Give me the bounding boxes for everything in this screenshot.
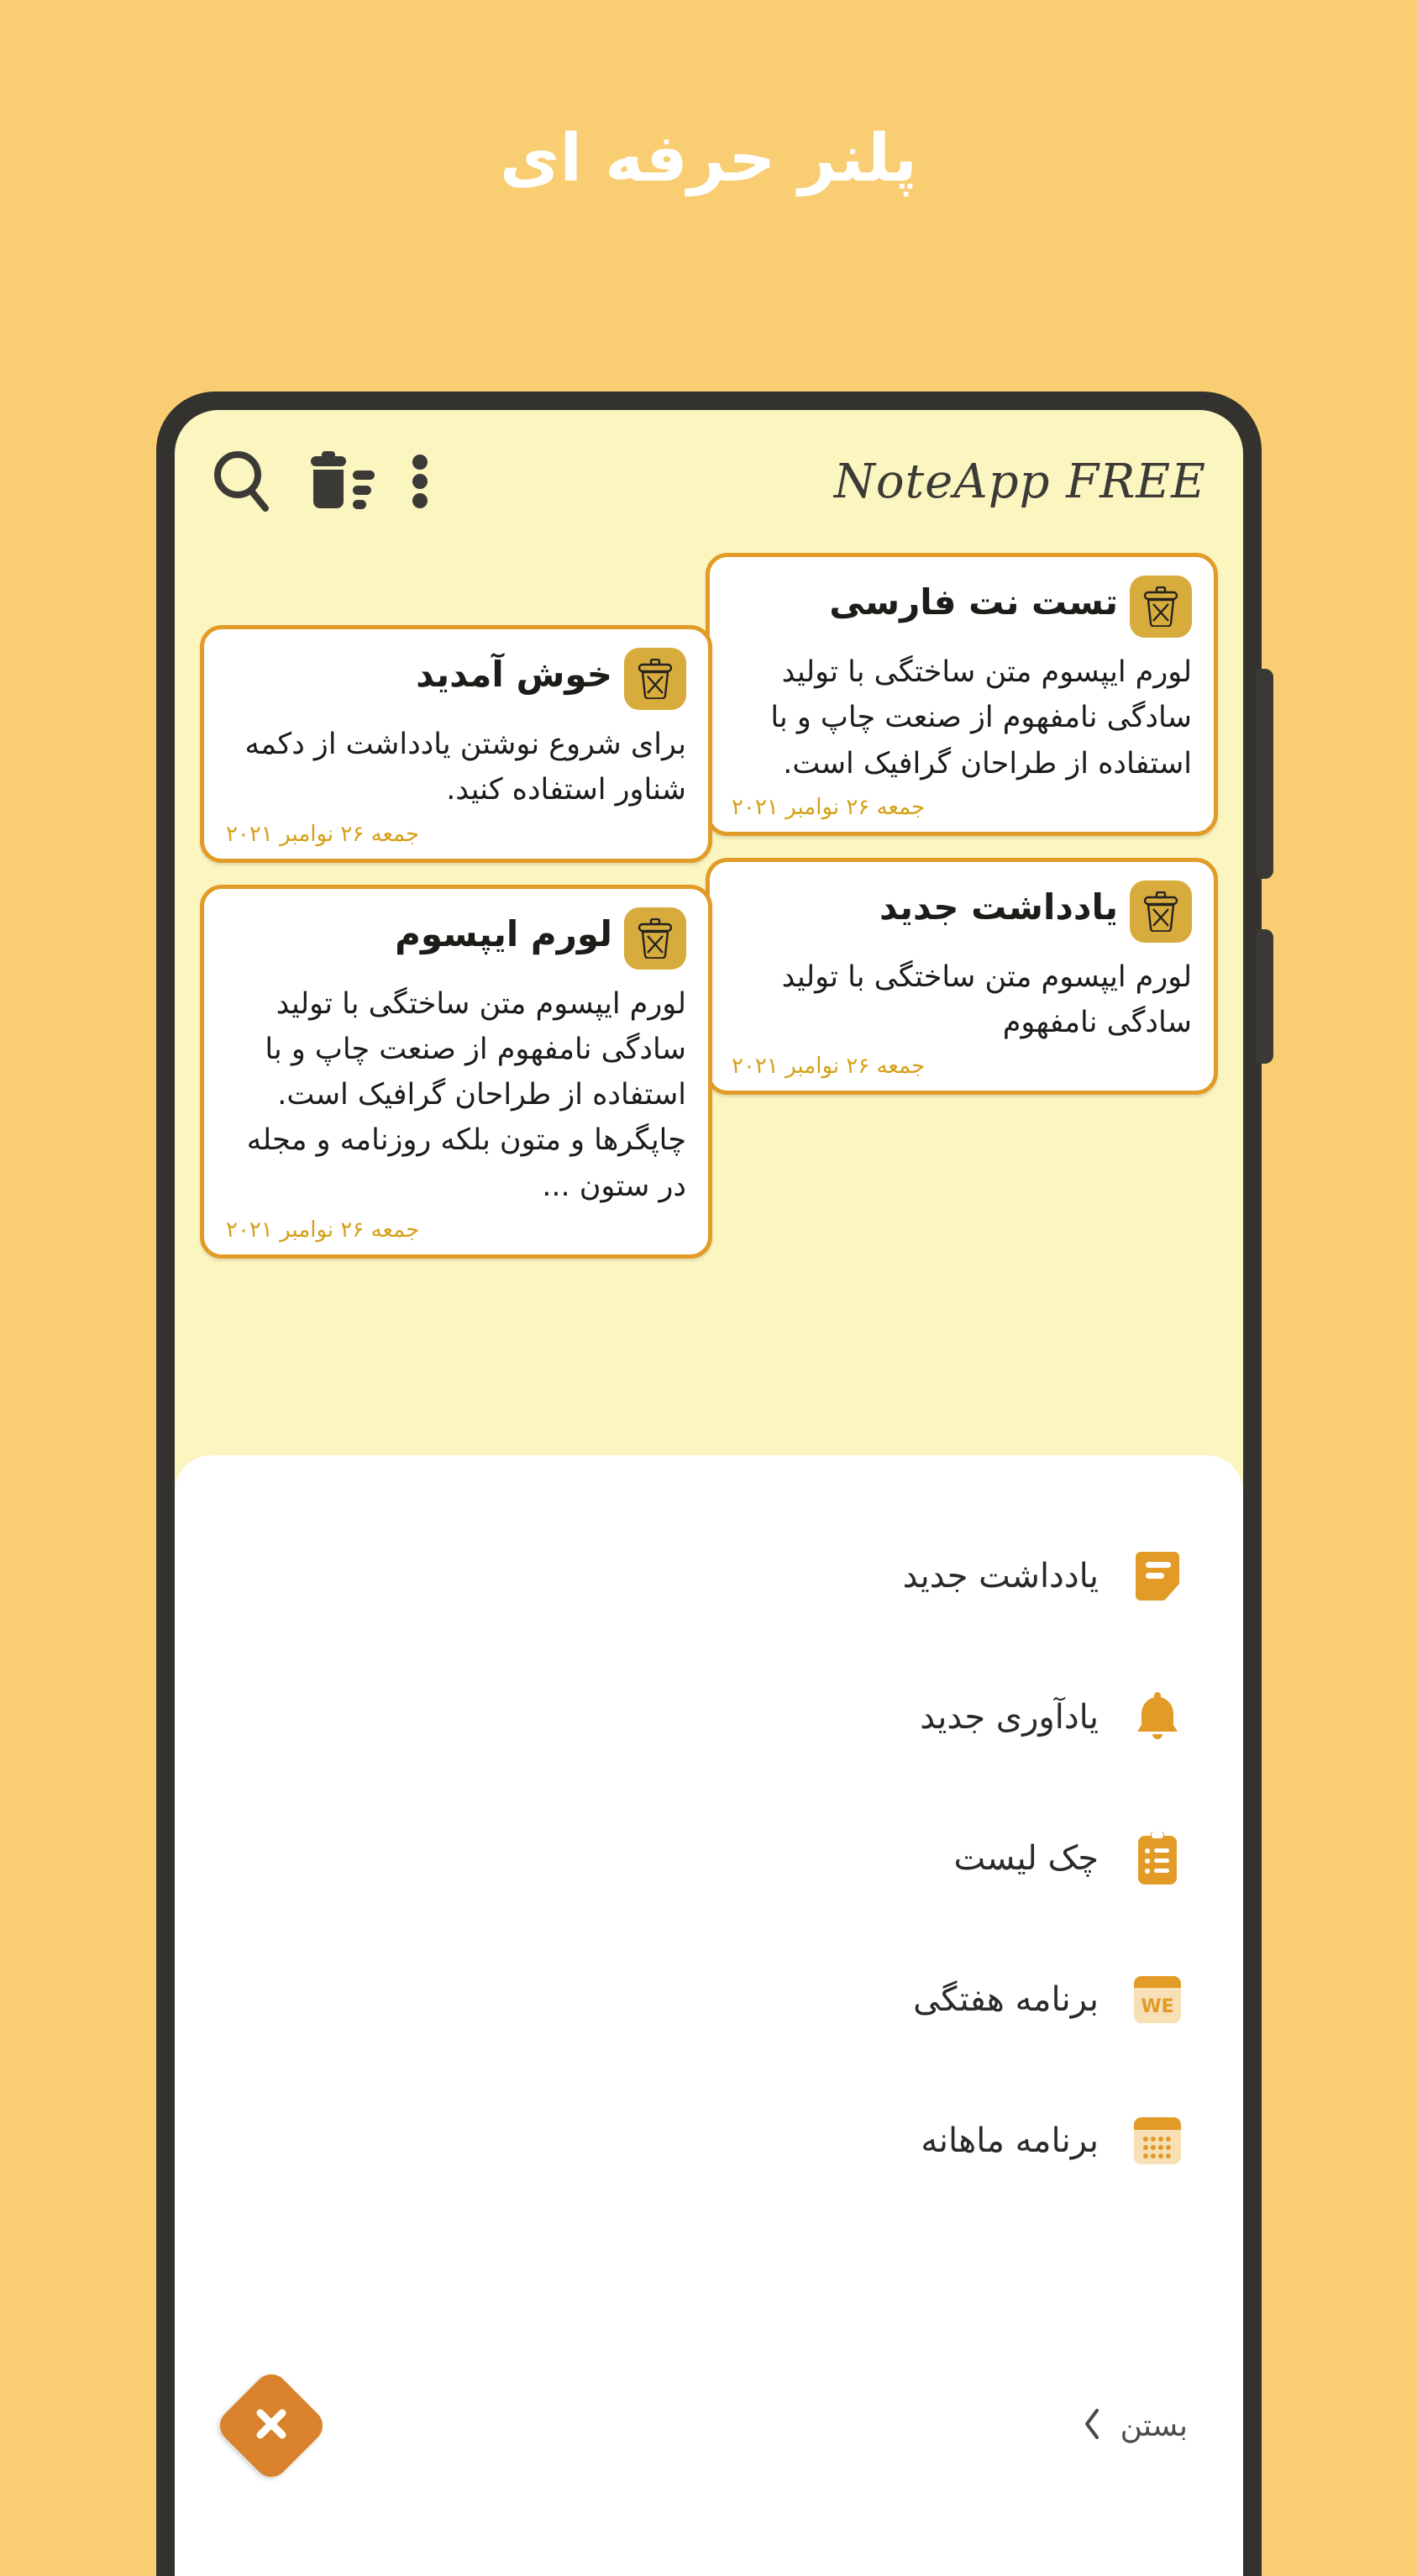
close-x-icon: [252, 2405, 291, 2447]
note-card-header: [732, 881, 1192, 943]
note-card-header: [226, 648, 686, 710]
sheet-item-label: برنامه هفتگی: [913, 1980, 1099, 2019]
note-date: جمعه ۲۶ نوامبر ۲۰۲۱: [226, 821, 420, 847]
note-card[interactable]: [200, 885, 712, 1259]
trash-icon[interactable]: [624, 907, 686, 970]
bottom-sheet: [175, 1455, 1243, 2576]
monthly-calendar-icon: [1131, 2114, 1184, 2168]
close-sheet-button[interactable]: [1082, 2407, 1188, 2444]
note-title: خوش آمدید: [416, 654, 612, 695]
note-card[interactable]: [706, 858, 1218, 1096]
sheet-item-weekly-plan[interactable]: [234, 1959, 1184, 2040]
phone-mockup-frame: [156, 392, 1262, 2576]
sheet-item-label: برنامه ماهانه: [921, 2121, 1099, 2160]
note-card-header: [732, 576, 1192, 638]
note-body: لورم ایپسوم متن ساختگی با تولید سادگی نامفهوم: [781, 959, 1192, 1039]
sheet-item-new-note[interactable]: [234, 1536, 1184, 1617]
note-body: لورم ایپسوم متن ساختگی با تولید سادگی نامفهوم از صنعت چاپ و با استفاده از طراحان گرافیک است. چاپگرها و متون بلکه روزنامه و مجله در ستون ...: [246, 986, 686, 1203]
sheet-item-label: چک لیست: [953, 1839, 1099, 1878]
weekly-calendar-icon: [1131, 1973, 1184, 2027]
note-title: یادداشت جدید: [879, 886, 1118, 928]
bottom-sheet-footer: [175, 2363, 1243, 2489]
sheet-item-label: یادآوری جدید: [920, 1698, 1099, 1737]
note-card[interactable]: [200, 625, 712, 863]
note-date: جمعه ۲۶ نوامبر ۲۰۲۱: [732, 1054, 926, 1080]
note-title: لورم ایپسوم: [395, 912, 612, 954]
phone-power-button: [1257, 669, 1273, 879]
sheet-item-checklist[interactable]: [234, 1818, 1184, 1899]
phone-screen: [175, 410, 1243, 2576]
note-icon: [1131, 1549, 1184, 1603]
chevron-left-icon: [1082, 2407, 1104, 2444]
app-bar: [175, 410, 1243, 553]
weekly-calendar-icon-text: WE: [1141, 1996, 1174, 2017]
note-date: جمعه ۲۶ نوامبر ۲۰۲۱: [226, 1217, 420, 1243]
sheet-item-new-reminder[interactable]: [234, 1677, 1184, 1758]
note-card-header: [226, 907, 686, 970]
note-body: برای شروع نوشتن یادداشت از دکمه شناور استفاده کنید.: [244, 728, 686, 807]
notes-column-left: [200, 625, 712, 1280]
search-icon[interactable]: [212, 449, 272, 513]
sheet-item-label: یادداشت جدید: [902, 1557, 1099, 1596]
page-title: پلنر حرفه ای: [499, 121, 918, 197]
app-bar-actions: [212, 449, 428, 513]
delete-list-icon[interactable]: [307, 451, 376, 512]
sheet-item-monthly-plan[interactable]: [234, 2100, 1184, 2181]
notes-column-right: [706, 553, 1218, 1117]
note-title: تست نت فارسی: [829, 581, 1118, 623]
note-date: جمعه ۲۶ نوامبر ۲۰۲۱: [732, 794, 926, 820]
overflow-menu-icon[interactable]: [412, 454, 428, 509]
close-fab-button[interactable]: [213, 2368, 330, 2484]
app-title: NoteApp FREE: [833, 454, 1206, 509]
note-body: لورم ایپسوم متن ساختگی با تولید سادگی نامفهوم از صنعت چاپ و با استفاده از طراحان گرافیک است.: [770, 655, 1192, 781]
checklist-icon: [1131, 1832, 1184, 1885]
close-sheet-label: بستن: [1120, 2408, 1188, 2443]
note-card[interactable]: [706, 553, 1218, 836]
trash-icon[interactable]: [1130, 881, 1192, 943]
trash-icon[interactable]: [624, 648, 686, 710]
trash-icon[interactable]: [1130, 576, 1192, 638]
phone-volume-button: [1257, 929, 1273, 1064]
notes-grid: [175, 553, 1243, 1393]
bell-icon: [1131, 1690, 1184, 1744]
